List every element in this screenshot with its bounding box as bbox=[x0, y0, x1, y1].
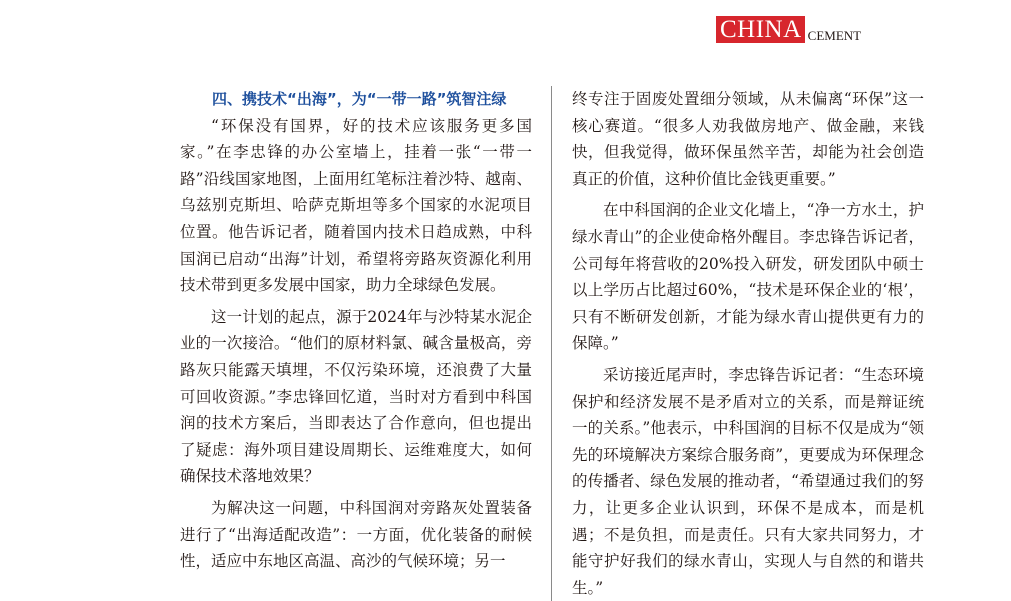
left-column bbox=[180, 86, 532, 580]
right-column bbox=[572, 86, 924, 601]
column-divider bbox=[551, 86, 552, 601]
paragraph: 这一计划的起点，源于2024年与沙特某水泥企业的一次接洽。“他们的原材料氯、碱含量极高，旁路灰只能露天填埋，不仅污染环境，还浪费了大量可回收资源。”李忠锋回忆道，当时对方看到中科国润的技术方案后，当即表达了合作意向，但也提出了疑虑：海外项目建设周期长、运维难度大，如何确保技术落地效果？ bbox=[180, 307, 532, 486]
paragraph: 为解决这一问题，中科国润对旁路灰处置装备进行了“出海适配改造”：一方面，优化装备的耐候性，适应中东地区高温、高沙的气候环境；另一 bbox=[180, 498, 532, 571]
china-cement-logo bbox=[716, 16, 861, 43]
paragraph: “环保没有国界，好的技术应该服务更多国家。”在李忠锋的办公室墙上，挂着一张“一带一路”沿线国家地图，上面用红笔标注着沙特、越南、乌兹别克斯坦、哈萨克斯坦等多个国家的水泥项目位置。他告诉记者，随着国内技术日趋成熟，中科国润已启动“出海”计划，希望将旁路灰资源化利用技术带到更多发展中国家，助力全球绿色发展。 bbox=[180, 116, 532, 295]
logo-cement: CEMENT bbox=[807, 28, 862, 43]
paragraph: 在中科国润的企业文化墙上，“净一方水土，护绿水青山”的企业使命格外醒目。李忠锋告诉记者，公司每年将营收的20%投入研发，研发团队中硕士以上学历占比超过60%，“技术是环保企业的‘根’，只有不断研发创新，才能为绿水青山提供更有力的保障。” bbox=[572, 201, 924, 353]
section-heading: 四、携技术“出海”，为“一带一路”筑智注绿 bbox=[212, 90, 507, 108]
paragraph: 终专注于固废处置细分领域，从未偏离“环保”这一核心赛道。“很多人劝我做房地产、做金融，来钱快，但我觉得，做环保虽然辛苦，却能为社会创造真正的价值，这种价值比金钱更重要。” bbox=[572, 90, 924, 188]
paragraph: 采访接近尾声时，李忠锋告诉记者：“生态环境保护和经济发展不是矛盾对立的关系，而是辩证统一的关系。”他表示，中科国润的目标不仅是成为“领先的环境解决方案综合服务商”，更要成为环保理念的传播者、绿色发展的推动者，“希望通过我们的努力，让更多企业认识到，环保不是成本，而是机遇；不是负担，而是责任。只有大家共同努力，才能守护好我们的绿水青山，实现人与自然的和谐共生。” bbox=[572, 365, 924, 597]
logo-china: CHINA bbox=[716, 16, 805, 43]
